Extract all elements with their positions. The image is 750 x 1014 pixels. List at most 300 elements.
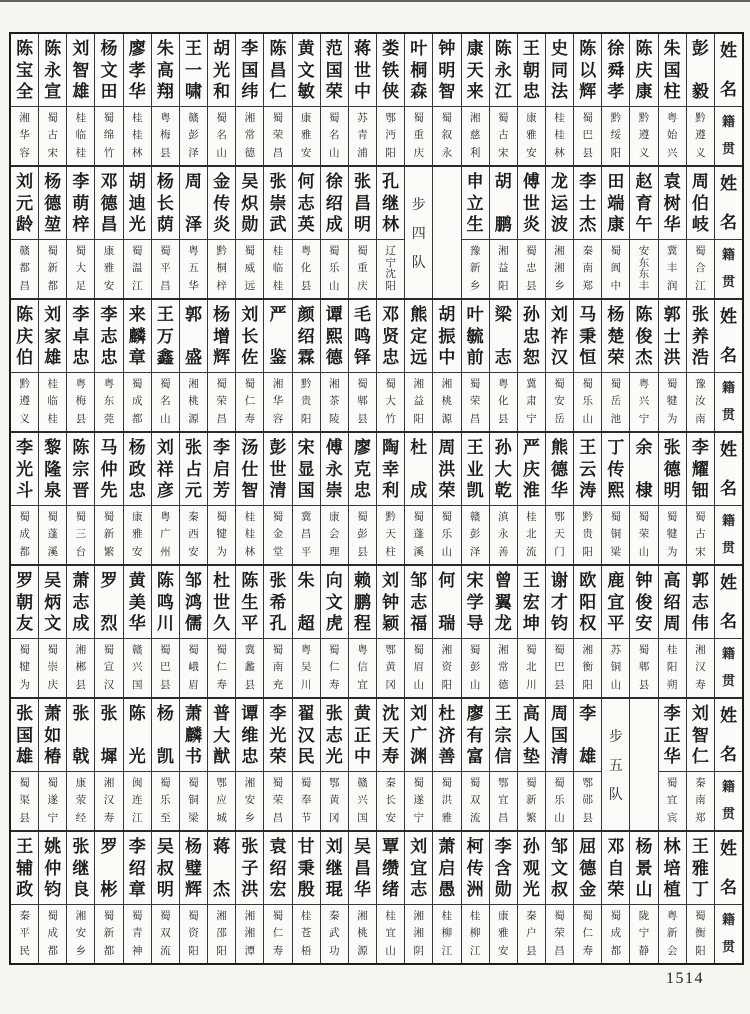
person-column	[67, 167, 95, 298]
person-column	[208, 167, 236, 298]
header-place-cell: 籍 贯	[721, 513, 735, 555]
person-name-cell: 王 宗 信	[490, 699, 517, 772]
person-column	[490, 566, 518, 697]
person-column	[208, 300, 236, 431]
person-column	[264, 699, 292, 830]
person-name-cell: 林 培 植	[659, 832, 686, 905]
person-name-cell: 蒋 杰	[208, 832, 235, 905]
header-name-cell: 姓 名	[715, 34, 742, 107]
band-row	[11, 167, 742, 300]
person-place-cell: 蜀 乐 山	[441, 511, 453, 558]
person-column	[208, 832, 236, 963]
person-column	[433, 566, 461, 697]
person-place-cell: 蜀 新 繁	[103, 511, 115, 558]
person-place-cell: 安 东 东 丰	[638, 245, 650, 292]
person-name-cell: 孔 继 林	[377, 167, 404, 240]
person-column	[546, 832, 574, 963]
person-name-cell: 宋 学 导	[462, 566, 489, 639]
person-place-cell: 蜀 三 台	[75, 511, 87, 558]
person-column	[152, 34, 180, 165]
person-name-cell: 毛 鸣 铎	[349, 300, 376, 373]
person-place-cell: 蜀 巴 县	[554, 644, 565, 691]
person-name-cell: 胡 鹏	[490, 167, 517, 240]
person-column	[152, 832, 180, 963]
person-column	[321, 566, 349, 697]
person-name-cell: 王 朝 忠	[518, 34, 545, 107]
person-name-cell: 叶 桐 森	[405, 34, 432, 107]
person-name-cell: 王 一 啸	[180, 34, 207, 107]
person-place-cell: 冀 昌 平	[300, 511, 312, 558]
person-name-cell: 高 绍 周	[659, 566, 686, 639]
page-number: 1514	[666, 970, 704, 987]
person-name-cell: 钟 俊 安	[630, 566, 657, 639]
person-name-cell: 陈 庆 伯	[11, 300, 38, 373]
person-place-cell: 蜀 重 庆	[357, 245, 368, 292]
person-place-cell: 蜀 安 岳	[554, 378, 565, 425]
person-column	[208, 566, 236, 697]
person-name-cell: 李 耀 钿	[687, 433, 714, 506]
person-column	[462, 34, 490, 165]
scan-edge-line	[0, 0, 750, 2]
person-place-cell: 蜀 遂 宁	[47, 777, 58, 824]
person-column	[462, 832, 490, 963]
person-place-cell: 黔 天 柱	[385, 511, 396, 558]
person-place-cell: 蜀 奉 节	[300, 777, 312, 824]
person-column	[490, 167, 518, 298]
person-column	[39, 832, 67, 963]
person-column	[490, 433, 518, 564]
person-place-cell: 蜀 仁 寿	[582, 910, 593, 957]
header-place-cell: 籍 贯	[721, 380, 735, 422]
person-name-cell: 马 秉 恒	[574, 300, 601, 373]
person-place-cell: 湘 桃 源	[357, 910, 368, 957]
person-column	[602, 300, 630, 431]
person-name-cell: 徐 舜 孝	[602, 34, 629, 107]
person-column	[602, 433, 630, 564]
person-name-cell: 沈 天 寿	[377, 699, 404, 772]
person-place-cell: 蜀 成 都	[19, 511, 30, 558]
person-place-cell: 蜀 威 远	[244, 245, 256, 292]
person-name-cell: 李 光 荣	[264, 699, 291, 772]
person-column	[39, 167, 67, 298]
person-name-cell: 邹 鸿 儒	[180, 566, 207, 639]
person-column	[39, 34, 67, 165]
person-name-cell: 陈 昌 仁	[264, 34, 291, 107]
header-place-cell: 籍 贯	[721, 646, 735, 688]
person-column	[602, 34, 630, 165]
person-name-cell: 刘 宜 志	[405, 832, 432, 905]
person-place-cell: 桂 阳 朔	[666, 644, 678, 691]
person-place-cell: 蜀 成 都	[610, 910, 622, 957]
person-name-cell: 陈 宗 晋	[67, 433, 94, 506]
person-column	[349, 699, 377, 830]
person-name-cell: 李 含 勋	[490, 832, 517, 905]
person-column	[67, 699, 95, 830]
person-place-cell: 冀 肃 宁	[526, 378, 537, 425]
person-place-cell: 桂 柳 江	[469, 910, 481, 957]
person-name-cell: 朱 高 翔	[152, 34, 179, 107]
person-column	[687, 566, 715, 697]
person-place-cell: 康 会 理	[329, 511, 340, 558]
person-column	[236, 699, 264, 830]
person-column	[124, 300, 152, 431]
person-place-cell: 蜀 乐 山	[554, 777, 565, 824]
person-column	[95, 300, 123, 431]
person-column	[124, 167, 152, 298]
person-name-cell: 张 希 孔	[264, 566, 291, 639]
person-column	[321, 34, 349, 165]
person-name-cell: 余 棣	[630, 433, 657, 506]
person-column	[490, 699, 518, 830]
band-row	[11, 699, 742, 832]
person-name-cell: 杜 济 善	[433, 699, 460, 772]
person-place-cell: 湘 华 容	[19, 112, 30, 159]
person-name-cell: 康 天 来	[462, 34, 489, 107]
person-column	[518, 433, 546, 564]
person-name-cell: 彭 世 清	[264, 433, 291, 506]
band-row	[11, 433, 742, 566]
person-column	[67, 433, 95, 564]
person-place-cell: 鄂 应 城	[216, 777, 227, 824]
person-name-cell: 杨 凯	[152, 699, 179, 772]
person-name-cell: 何 瑞	[433, 566, 460, 639]
person-name-cell: 娄 铁 侠	[377, 34, 404, 107]
band-row	[11, 566, 742, 699]
person-column	[490, 300, 518, 431]
person-place-cell: 秦 南 郑	[695, 777, 706, 824]
person-name-cell: 谭 熙 德	[321, 300, 348, 373]
person-column	[546, 300, 574, 431]
person-column	[264, 566, 292, 697]
person-place-cell: 黔 遵 义	[19, 378, 30, 425]
person-place-cell: 湘 资 阳	[441, 644, 453, 691]
person-name-cell: 张 养 浩	[687, 300, 714, 373]
person-place-cell: 蜀 崇 庆	[47, 644, 58, 691]
unit-column	[602, 699, 630, 830]
header-name-cell: 姓 名	[715, 300, 742, 373]
person-place-cell: 蜀 金 堂	[272, 511, 284, 558]
person-column	[405, 566, 433, 697]
person-column	[574, 34, 602, 165]
person-name-cell: 刘 智 仁	[687, 699, 714, 772]
person-name-cell: 吴 昌 华	[349, 832, 376, 905]
person-place-cell: 蜀 仁 寿	[329, 644, 340, 691]
person-column	[124, 433, 152, 564]
person-column	[67, 34, 95, 165]
person-name-cell: 李 卓 忠	[67, 300, 94, 373]
person-column	[518, 300, 546, 431]
person-name-cell: 邓 自 荣	[602, 832, 629, 905]
person-name-cell: 向 文 虎	[321, 566, 348, 639]
person-place-cell: 湘 桃 源	[188, 378, 199, 425]
person-place-cell: 蜀 成 都	[131, 378, 143, 425]
person-name-cell: 刘 祥 彦	[152, 433, 179, 506]
person-column	[95, 699, 123, 830]
person-place-cell: 桂 桂 林	[131, 112, 143, 159]
person-column	[264, 167, 292, 298]
person-name-cell: 赖 鹏 程	[349, 566, 376, 639]
person-name-cell: 孙 观 光	[518, 832, 545, 905]
person-place-cell: 鄂 沔 阳	[385, 112, 396, 159]
person-place-cell: 蜀 蓬 溪	[47, 511, 58, 558]
person-place-cell: 蜀 阆 中	[610, 245, 622, 292]
person-name-cell: 李 士 杰	[574, 167, 601, 240]
person-column	[462, 167, 490, 298]
person-column	[462, 699, 490, 830]
person-column	[11, 167, 39, 298]
person-place-cell: 黔 遵 义	[695, 112, 706, 159]
person-column	[659, 34, 687, 165]
person-name-cell: 吴 炽 勋	[236, 167, 263, 240]
person-name-cell: 钟 明 智	[433, 34, 460, 107]
person-column	[433, 832, 461, 963]
person-name-cell: 刘 祚 汉	[546, 300, 573, 373]
person-column	[377, 300, 405, 431]
person-place-cell: 赣 都 昌	[19, 245, 30, 292]
person-place-cell: 蜀 忠 县	[526, 245, 537, 292]
person-column	[293, 300, 321, 431]
person-place-cell: 湘 安 乡	[244, 777, 256, 824]
person-name-cell: 蒋 世 中	[349, 34, 376, 107]
person-place-cell: 蜀 名 山	[329, 112, 340, 159]
person-name-cell: 王 云 涛	[574, 433, 601, 506]
person-name-cell: 严 鉴	[264, 300, 291, 373]
person-column	[321, 300, 349, 431]
person-column	[630, 832, 658, 963]
person-column	[124, 566, 152, 697]
person-column	[11, 300, 39, 431]
person-name-cell: 徐 绍 成	[321, 167, 348, 240]
person-place-cell: 滇 永 善	[497, 511, 509, 558]
person-place-cell: 粤 兴 宁	[638, 378, 650, 425]
person-place-cell: 蜀 铜 梁	[610, 511, 622, 558]
person-name-cell: 梁 志	[490, 300, 517, 373]
person-column	[687, 832, 715, 963]
person-name-cell: 马 仲 先	[95, 433, 122, 506]
person-column	[39, 433, 67, 564]
person-place-cell: 蜀 仁 寿	[216, 644, 227, 691]
header-name-cell: 姓 名	[715, 699, 742, 772]
person-column	[124, 699, 152, 830]
person-name-cell: 李 正 华	[659, 699, 686, 772]
person-name-cell: 郭 志 伟	[687, 566, 714, 639]
person-place-cell: 蜀 温 江	[131, 245, 143, 292]
person-column	[67, 832, 95, 963]
person-name-cell: 刘 广 渊	[405, 699, 432, 772]
person-name-cell: 张 志 光	[321, 699, 348, 772]
person-place-cell: 蜀 叙 永	[441, 112, 453, 159]
person-place-cell: 康 雅 安	[103, 245, 115, 292]
person-column	[462, 566, 490, 697]
person-place-cell: 秦 南 郑	[582, 245, 593, 292]
person-place-cell: 康 雅 安	[131, 511, 143, 558]
person-column	[687, 300, 715, 431]
person-place-cell: 黔 遵 义	[638, 112, 650, 159]
empty-cell-body	[630, 699, 657, 830]
person-name-cell: 曾 翼 龙	[490, 566, 517, 639]
person-column	[377, 34, 405, 165]
person-column	[405, 699, 433, 830]
person-column	[152, 566, 180, 697]
person-place-cell: 桂 临 桂	[272, 245, 284, 292]
person-name-cell: 廖 有 富	[462, 699, 489, 772]
person-name-cell: 罗 彬	[95, 832, 122, 905]
person-place-cell: 蜀 荣 昌	[554, 910, 565, 957]
person-column	[546, 34, 574, 165]
person-place-cell: 桂 桂 林	[554, 112, 565, 159]
person-place-cell: 蜀 犍 为	[216, 511, 227, 558]
person-place-cell: 湘 常 德	[497, 644, 509, 691]
person-column	[405, 34, 433, 165]
person-column	[574, 300, 602, 431]
person-name-cell: 颜 绍 霖	[293, 300, 320, 373]
header-column	[715, 34, 742, 165]
person-name-cell: 邓 贤 忠	[377, 300, 404, 373]
person-place-cell: 粤 五 华	[188, 245, 199, 292]
header-place-cell: 籍 贯	[721, 779, 735, 821]
person-place-cell: 粤 梅 县	[75, 378, 87, 425]
person-name-cell: 杨 德 堃	[39, 167, 66, 240]
person-column	[180, 34, 208, 165]
person-name-cell: 陈 以 辉	[574, 34, 601, 107]
person-name-cell: 罗 朝 友	[11, 566, 38, 639]
person-column	[349, 566, 377, 697]
unit-label-cell: 步 五 队	[608, 727, 623, 802]
person-name-cell: 谢 才 钧	[546, 566, 573, 639]
person-name-cell: 刘 智 雄	[67, 34, 94, 107]
person-name-cell: 杜 成	[405, 433, 432, 506]
person-place-cell: 蜀 名 山	[160, 378, 171, 425]
person-place-cell: 闽 连 江	[131, 777, 143, 824]
band-row	[11, 34, 742, 167]
person-name-cell: 陈 生 平	[236, 566, 263, 639]
person-place-cell: 蜀 古 宋	[497, 112, 509, 159]
person-place-cell: 湘 益 阳	[497, 245, 509, 292]
person-column	[377, 433, 405, 564]
person-name-cell: 张 戟	[67, 699, 94, 772]
person-column	[518, 34, 546, 165]
header-column	[715, 167, 742, 298]
person-column	[349, 832, 377, 963]
person-place-cell: 鄂 黄 冈	[329, 777, 340, 824]
person-column	[349, 300, 377, 431]
person-place-cell: 苏 铜 山	[610, 644, 622, 691]
person-place-cell: 粤 化 县	[497, 378, 509, 425]
person-place-cell: 鄂 郧 县	[582, 777, 593, 824]
person-place-cell: 蜀 绵 竹	[103, 112, 115, 159]
person-column	[293, 699, 321, 830]
person-place-cell: 蜀 巴 县	[582, 112, 593, 159]
person-place-cell: 湘 安 乡	[75, 910, 87, 957]
empty-cell-body	[433, 167, 460, 298]
person-place-cell: 湘 湘 潭	[244, 910, 256, 957]
person-place-cell: 赣 兴 国	[357, 777, 368, 824]
person-column	[405, 433, 433, 564]
person-column	[546, 699, 574, 830]
person-column	[546, 433, 574, 564]
person-place-cell: 蜀 宜 宾	[666, 777, 678, 824]
person-column	[546, 167, 574, 298]
person-name-cell: 张 墀	[95, 699, 122, 772]
person-column	[208, 433, 236, 564]
roster-table	[9, 32, 744, 965]
person-place-cell: 秦 长 安	[385, 777, 396, 824]
person-place-cell: 湘 湘 阴	[413, 910, 425, 957]
person-name-cell: 陈 光	[124, 699, 151, 772]
person-name-cell: 朱 超	[293, 566, 320, 639]
person-place-cell: 蜀 荣 昌	[272, 777, 284, 824]
person-name-cell: 刘 钟 颖	[377, 566, 404, 639]
header-name-cell: 姓 名	[715, 832, 742, 905]
person-name-cell: 袁 树 华	[659, 167, 686, 240]
person-place-cell: 桂 柳 江	[441, 910, 453, 957]
person-column	[687, 167, 715, 298]
person-column	[152, 699, 180, 830]
person-name-cell: 杨 璧 辉	[180, 832, 207, 905]
person-name-cell: 杨 政 忠	[124, 433, 151, 506]
person-column	[95, 566, 123, 697]
person-place-cell: 粤 梅 县	[160, 112, 171, 159]
person-column	[659, 167, 687, 298]
header-column	[715, 433, 742, 564]
person-place-cell: 蜀 大 足	[75, 245, 87, 292]
person-name-cell: 杜 世 久	[208, 566, 235, 639]
person-column	[180, 832, 208, 963]
person-place-cell: 蜀 眉 山	[413, 644, 425, 691]
person-name-cell: 金 传 炎	[208, 167, 235, 240]
person-column	[236, 566, 264, 697]
person-column	[124, 832, 152, 963]
person-column	[462, 433, 490, 564]
band-row	[11, 832, 742, 963]
person-column	[349, 34, 377, 165]
person-name-cell: 范 国 荣	[321, 34, 348, 107]
person-column	[349, 167, 377, 298]
person-column	[11, 34, 39, 165]
person-column	[574, 167, 602, 298]
person-name-cell: 刘 长 佐	[236, 300, 263, 373]
person-name-cell: 王 业 凯	[462, 433, 489, 506]
person-column	[264, 832, 292, 963]
person-place-cell: 秦 西 安	[188, 511, 199, 558]
person-place-cell: 蜀 双 流	[160, 910, 171, 957]
person-column	[602, 566, 630, 697]
person-name-cell: 傅 世 炎	[518, 167, 545, 240]
person-column	[236, 433, 264, 564]
person-column	[433, 699, 461, 830]
person-place-cell: 蜀 巴 县	[160, 644, 171, 691]
person-column	[687, 34, 715, 165]
person-name-cell: 鹿 宜 平	[602, 566, 629, 639]
person-place-cell: 蜀 乐 至	[160, 777, 171, 824]
person-name-cell: 覃 缵 绪	[377, 832, 404, 905]
header-column	[715, 566, 742, 697]
person-column	[433, 34, 461, 165]
person-name-cell: 黄 文 敏	[293, 34, 320, 107]
person-place-cell: 蜀 大 竹	[385, 378, 396, 425]
person-place-cell: 赣 彭 泽	[188, 112, 199, 159]
band-row	[11, 300, 742, 433]
person-name-cell: 吴 炳 文	[39, 566, 66, 639]
person-column	[11, 433, 39, 564]
person-name-cell: 张 昌 明	[349, 167, 376, 240]
person-place-cell: 康 荥 经	[75, 777, 87, 824]
person-place-cell: 桂 苍 梧	[300, 910, 312, 957]
person-place-cell: 桂 宜 山	[385, 910, 396, 957]
person-column	[405, 832, 433, 963]
person-column	[405, 300, 433, 431]
person-place-cell: 湘 茶 陵	[329, 378, 340, 425]
